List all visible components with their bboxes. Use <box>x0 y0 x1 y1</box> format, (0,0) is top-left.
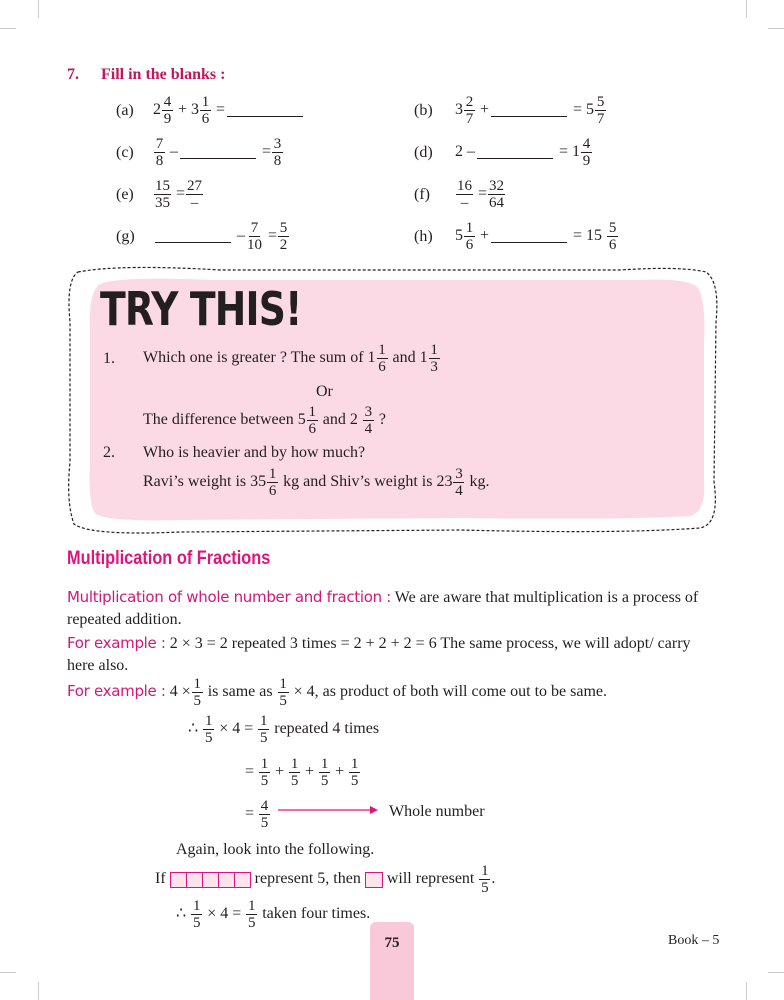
answer-blank[interactable] <box>477 146 553 159</box>
item-e-expression: $\frac{15}{35}$ = $\frac{27}{-}$ <box>155 178 203 211</box>
fraction: $\frac{1}{3}$ <box>430 342 438 375</box>
fraction: $\frac{1}{5}$ <box>320 756 329 789</box>
answer-blank[interactable] <box>227 104 303 117</box>
item-g: (g) <box>116 228 135 245</box>
fraction: $\frac{4}{5}$ <box>260 798 269 831</box>
item-b-expression: 3 $\frac{2}{7}$ + = 5 $\frac{5}{7}$ <box>455 94 605 127</box>
page-number: 75 <box>384 935 400 951</box>
representation-line: If represent 5, then will represent $\frac{1}{5}$ . <box>155 863 496 896</box>
paragraph-1: Multiplication of whole number and fraction : We are aware that multiplication is a process of repeated addition. <box>67 588 699 628</box>
fraction: $\frac{3}{4}$ <box>455 466 463 499</box>
answer-blank[interactable] <box>491 104 567 117</box>
item-b: (b) <box>414 102 433 119</box>
item-a-expression: 2 $\frac{4}{9}$ + 3 $\frac{1}{6}$ = <box>153 94 305 127</box>
item-c-expression: $\frac{7}{8}$ – = $\frac{3}{8}$ <box>155 136 282 169</box>
item-f: (f) <box>414 186 430 203</box>
page-number-tab <box>370 922 414 1000</box>
whole-number-label: Whole number <box>389 803 485 820</box>
five-box-strip <box>170 872 251 888</box>
answer-blank[interactable] <box>491 230 567 243</box>
fraction: $\frac{1}{6}$ <box>308 404 316 437</box>
example-2: For example : 4 × $\frac{1}{5}$ is same as $\frac{1}{5}$ × 4, as product of both will come out to be same. <box>67 676 608 709</box>
fraction: $\frac{4}{9}$ <box>163 94 172 127</box>
question-1-number: 1. <box>103 350 115 367</box>
or-text: Or <box>316 383 333 400</box>
fraction: $\frac{1}{5}$ <box>290 756 299 789</box>
crop-mark <box>746 982 747 1000</box>
fraction: $\frac{1}{6}$ <box>378 342 386 375</box>
fraction: $\frac{4}{9}$ <box>582 136 591 169</box>
fraction: $\frac{1}{5}$ <box>350 756 359 789</box>
fraction: $\frac{3}{4}$ <box>364 404 373 437</box>
fraction: $\frac{15}{35}$ <box>155 178 170 211</box>
fraction: $\frac{1}{5}$ <box>192 898 201 931</box>
final-step: ∴ $\frac{1}{5}$ × 4 = $\frac{1}{5}$ taken four times. <box>176 898 371 931</box>
fraction: $\frac{7}{10}$ <box>247 220 262 253</box>
answer-blank[interactable] <box>155 230 231 243</box>
crop-mark <box>38 0 39 18</box>
item-d-expression: 2 – = 1 $\frac{4}{9}$ <box>455 136 591 169</box>
fraction: $\frac{1}{5}$ <box>260 756 269 789</box>
fraction: $\frac{2}{7}$ <box>465 94 474 127</box>
fraction: $\frac{1}{5}$ <box>193 676 201 709</box>
crop-mark <box>0 972 16 973</box>
fraction: $\frac{5}{2}$ <box>279 220 288 253</box>
step-2: = $\frac{1}{5}$ + $\frac{1}{5}$ + $\frac{1}{5}$ + $\frac{1}{5}$ <box>245 756 359 789</box>
item-h-expression: 5 $\frac{1}{6}$ + = 15 $\frac{5}{6}$ <box>455 220 617 253</box>
arrow-right-icon <box>278 804 378 816</box>
fraction: $\frac{7}{8}$ <box>155 136 164 169</box>
fraction: $\frac{1}{6}$ <box>201 94 210 127</box>
try-this-title: TRY THIS! <box>100 282 302 336</box>
section-heading: Multiplication of Fractions <box>67 548 271 569</box>
crop-mark <box>0 28 16 29</box>
book-label: Book – 5 <box>668 933 720 948</box>
fraction: $\frac{1}{5}$ <box>279 676 287 709</box>
question-2: Who is heavier and by how much? <box>143 444 366 461</box>
crop-mark <box>746 0 747 18</box>
fraction: $\frac{3}{8}$ <box>273 136 282 169</box>
fraction: $\frac{1}{5}$ <box>204 713 213 746</box>
item-f-expression: $\frac{16}{-}$ = $\frac{32}{64}$ <box>457 178 505 211</box>
item-a: (a) <box>116 102 134 119</box>
fraction: $\frac{27}{-}$ <box>187 178 203 211</box>
paragraph-2: For example : 2 × 3 = 2 repeated 3 times = 2 + 2 + 2 = 6 The same process, we will adopt/ carry here also. <box>67 634 691 674</box>
fraction: $\frac{1}{6}$ <box>268 466 277 499</box>
answer-blank[interactable] <box>180 146 256 159</box>
question-1-difference: The difference between 5 $\frac{1}{6}$ and 2 $\frac{3}{4}$ ? <box>143 404 386 437</box>
item-g-expression: – $\frac{7}{10}$ = $\frac{5}{2}$ <box>153 220 290 253</box>
item-h: (h) <box>414 228 433 245</box>
question-1: Which one is greater ? The sum of 1 $\frac{1}{6}$ and 1 $\frac{1}{3}$ <box>143 342 438 375</box>
fraction: $\frac{16}{-}$ <box>457 178 472 211</box>
step-3: = $\frac{4}{5}$ <box>245 798 269 831</box>
again-text: Again, look into the following. <box>176 841 375 858</box>
single-box <box>365 872 383 888</box>
fraction: $\frac{5}{7}$ <box>596 94 605 127</box>
item-d: (d) <box>414 144 433 161</box>
fraction: $\frac{1}{5}$ <box>259 713 268 746</box>
question-2-number: 2. <box>103 444 115 461</box>
fraction: $\frac{5}{6}$ <box>608 220 617 253</box>
exercise-title: Fill in the blanks : <box>101 66 226 83</box>
item-c: (c) <box>116 144 134 161</box>
fraction: $\frac{1}{6}$ <box>465 220 474 253</box>
fraction: $\frac{1}{5}$ <box>247 898 256 931</box>
crop-mark <box>768 972 784 973</box>
question-2-weights: Ravi’s weight is 35 $\frac{1}{6}$ kg and Shiv’s weight is 23 $\frac{3}{4}$ kg. <box>143 466 490 499</box>
crop-mark <box>768 28 784 29</box>
exercise-number: 7. <box>67 66 79 83</box>
item-e: (e) <box>116 186 134 203</box>
crop-mark <box>38 982 39 1000</box>
fraction: $\frac{32}{64}$ <box>489 178 505 211</box>
fraction: $\frac{1}{5}$ <box>481 863 489 896</box>
step-1: ∴ $\frac{1}{5}$ × 4 = $\frac{1}{5}$ repeated 4 times <box>188 713 380 746</box>
